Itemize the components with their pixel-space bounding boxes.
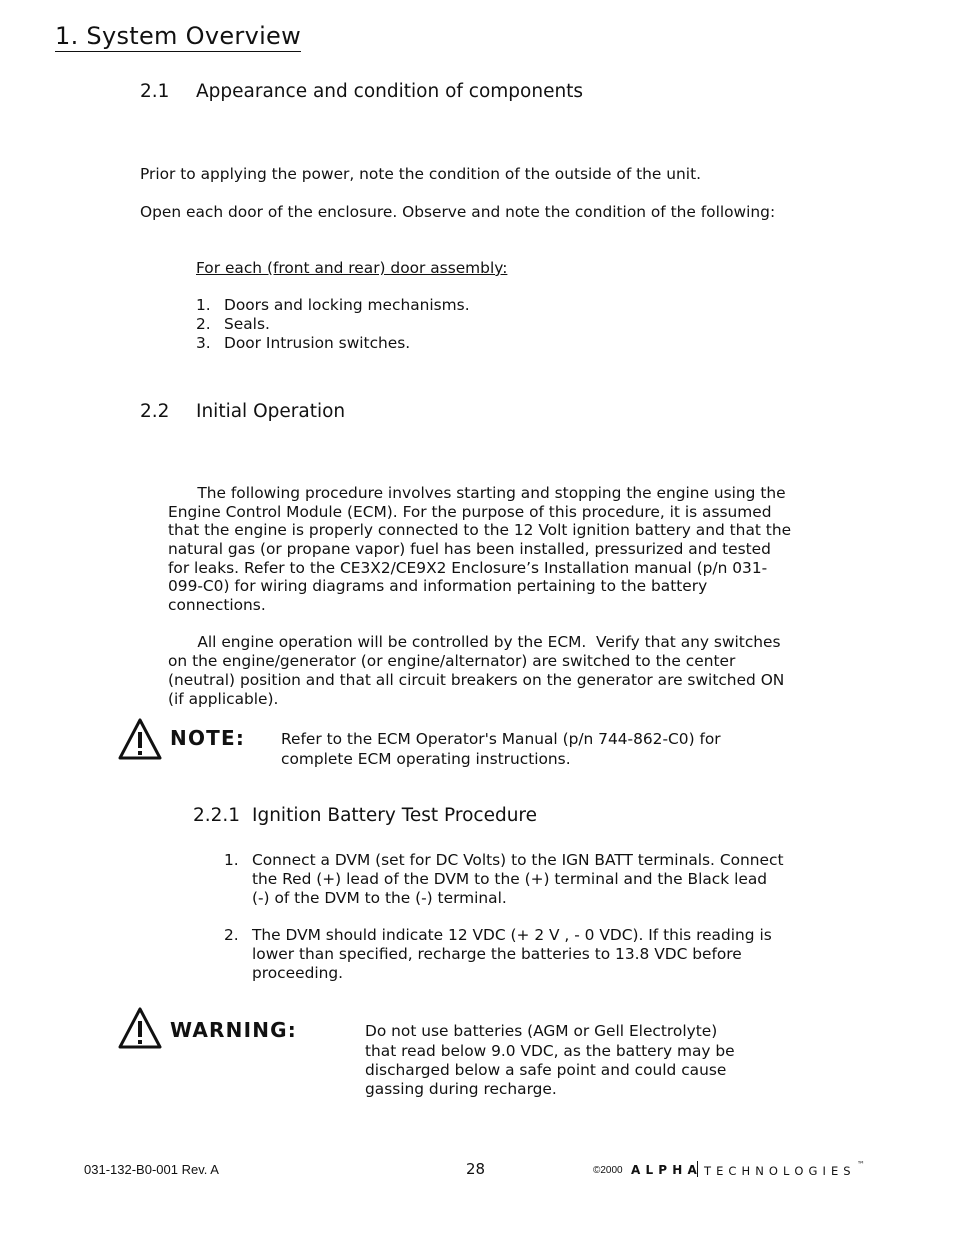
paragraph-line: The following procedure involves starting and stopping the engine using the: [168, 484, 786, 502]
list-item: Seals.: [224, 315, 270, 333]
warning-triangle-icon: [118, 718, 162, 760]
list-item-line: proceeding.: [252, 964, 344, 982]
note-label: NOTE:: [170, 726, 246, 750]
warning-line: that read below 9.0 VDC, as the battery may be: [365, 1042, 735, 1060]
warning-line: Do not use batteries (AGM or Gell Electrolyte): [365, 1022, 718, 1040]
list-item: Doors and locking mechanisms.: [224, 296, 470, 314]
note-line: complete ECM operating instructions.: [281, 750, 571, 768]
technologies-logo: T E C H N O L O G I E S: [704, 1164, 852, 1178]
section-2-1-number: 2.1: [140, 81, 170, 102]
paragraph-line: 099-C0) for wiring diagrams and information pertaining to the battery: [168, 577, 708, 595]
list-item-line: (-) of the DVM to the (-) terminal.: [252, 889, 507, 907]
alpha-logo: A L P H A: [631, 1163, 698, 1177]
list-item-number: 2.: [224, 926, 239, 944]
warning-triangle-icon: [118, 1007, 162, 1049]
section-2-2-title: Initial Operation: [196, 401, 346, 422]
section-2-1-paragraph-2: Open each door of the enclosure. Observe and note the condition of the following:: [140, 203, 776, 221]
paragraph-line: that the engine is properly connected to the 12 Volt ignition battery and that the: [168, 521, 792, 539]
list-item-number: 3.: [196, 334, 211, 352]
paragraph-line: (if applicable).: [168, 690, 279, 708]
note-line: Refer to the ECM Operator's Manual (p/n 744-862-C0) for: [281, 730, 721, 748]
logo-divider: [697, 1161, 698, 1177]
warning-line: gassing during recharge.: [365, 1080, 557, 1098]
section-2-2-1-title: Ignition Battery Test Procedure: [252, 805, 537, 826]
paragraph-line: for leaks. Refer to the CE3X2/CE9X2 Enclosure’s Installation manual (p/n 031-: [168, 559, 768, 577]
page-number: 28: [466, 1160, 486, 1178]
list-item-number: 2.: [196, 315, 211, 333]
copyright: ©2000: [593, 1165, 623, 1176]
paragraph-line: on the engine/generator (or engine/alternator) are switched to the center: [168, 652, 736, 670]
section-2-1-title: Appearance and condition of components: [196, 81, 584, 102]
section-2-2-1-number: 2.2.1: [193, 805, 241, 826]
list-item-number: 1.: [224, 851, 239, 869]
paragraph-line: All engine operation will be controlled by the ECM. Verify that any switches: [168, 633, 781, 651]
trademark-symbol: ™: [857, 1160, 865, 1169]
paragraph-line: connections.: [168, 596, 266, 614]
document-number: 031-132-B0-001 Rev. A: [84, 1162, 219, 1177]
page-title: 1. System Overview: [55, 22, 302, 50]
warning-label: WARNING:: [170, 1018, 297, 1042]
section-2-2-number: 2.2: [140, 401, 170, 422]
section-2-1-paragraph-1: Prior to applying the power, note the condition of the outside of the unit.: [140, 165, 702, 183]
list-item-line: The DVM should indicate 12 VDC (+ 2 V , - 0 VDC). If this reading is: [252, 926, 772, 944]
door-assembly-list-heading: For each (front and rear) door assembly:: [196, 259, 508, 277]
list-item-number: 1.: [196, 296, 211, 314]
list-item: Door Intrusion switches.: [224, 334, 411, 352]
warning-line: discharged below a safe point and could cause: [365, 1061, 727, 1079]
list-item-line: the Red (+) lead of the DVM to the (+) terminal and the Black lead: [252, 870, 768, 888]
paragraph-line: (neutral) position and that all circuit breakers on the generator are switched ON: [168, 671, 785, 689]
paragraph-line: natural gas (or propane vapor) fuel has been installed, pressurized and tested: [168, 540, 771, 558]
list-item-line: lower than specified, recharge the batteries to 13.8 VDC before: [252, 945, 742, 963]
paragraph-line: Engine Control Module (ECM). For the purpose of this procedure, it is assumed: [168, 503, 772, 521]
list-item-line: Connect a DVM (set for DC Volts) to the IGN BATT terminals. Connect: [252, 851, 784, 869]
